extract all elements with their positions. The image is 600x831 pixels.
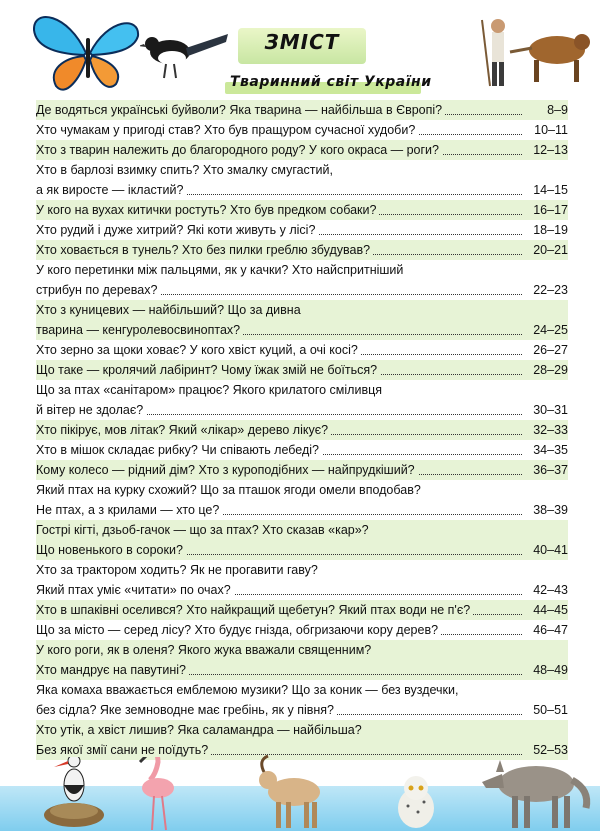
toc-line — [36, 400, 568, 420]
toc-question-text: Де водяться українські буйволи? Яка тварина — найбільша в Європі? — [36, 103, 445, 117]
toc-entry — [36, 380, 568, 420]
toc-question-text: У кого перетинки між пальцями, як у качки? Хто найспритніший — [36, 263, 406, 277]
toc-line — [36, 540, 568, 560]
toc-page-range: 20–21 — [530, 240, 568, 260]
toc-line — [36, 420, 568, 440]
toc-page-range: 24–25 — [530, 320, 568, 340]
snowy-owl-icon — [388, 772, 444, 831]
toc-entry — [36, 160, 568, 200]
toc-page-range: 34–35 — [530, 440, 568, 460]
toc-question-text: Що таке — кролячий лабіринт? Чому їжак змій не боїться? — [36, 363, 380, 377]
toc-line — [36, 500, 568, 520]
toc-question-text: У кого роги, як в оленя? Якого жука вважали священним? — [36, 643, 374, 657]
toc-question-text: Що за птах «санітаром» працює? Якого крилатого сміливця — [36, 383, 385, 397]
butterfly-icon — [28, 8, 148, 98]
toc-entry — [36, 140, 568, 160]
toc-line — [36, 380, 568, 400]
toc-question-text: без сідла? Яке земноводне має гребінь, як у півня? — [36, 703, 337, 717]
toc-page-range: 36–37 — [530, 460, 568, 480]
toc-entry — [36, 220, 568, 240]
toc-entry — [36, 200, 568, 220]
toc-line — [36, 640, 568, 660]
toc-question-text: Хто утік, а хвіст лишив? Яка саламандра — найбільша? — [36, 723, 365, 737]
toc-page-range: 28–29 — [530, 360, 568, 380]
toc-entry — [36, 100, 568, 120]
toc-line — [36, 480, 568, 500]
toc-question-text: Хто з куницевих — найбільший? Що за дивна — [36, 303, 304, 317]
toc-entry — [36, 420, 568, 440]
toc-entry — [36, 580, 568, 600]
toc-question-text: й вітер не здолає? — [36, 403, 146, 417]
magpie-icon — [140, 22, 230, 82]
toc-line — [36, 120, 568, 140]
toc-page-range: 48–49 — [530, 660, 568, 680]
toc-page-range: 18–19 — [530, 220, 568, 240]
toc-page-range: 50–51 — [530, 700, 568, 720]
chumak-oxen-icon — [462, 12, 592, 92]
toc-question-text: Який птах уміє «читати» по очах? — [36, 583, 234, 597]
toc-question-text: Не птах, а з крилами — хто це? — [36, 503, 222, 517]
toc-entry — [36, 340, 568, 360]
toc-entry — [36, 360, 568, 380]
toc-line — [36, 560, 568, 580]
toc-page-range: 40–41 — [530, 540, 568, 560]
toc-question-text: Хто ховається в тунель? Хто без пилки греблю збудував? — [36, 243, 373, 257]
toc-line — [36, 160, 568, 180]
toc-line — [36, 200, 568, 220]
toc-entry — [36, 300, 568, 340]
toc-line — [36, 680, 568, 700]
toc-page-range: 42–43 — [530, 580, 568, 600]
toc-question-text: Хто в шпаківні оселився? Хто найкращий щебетун? Який птах води не п'є? — [36, 603, 473, 617]
toc-page-range: 14–15 — [530, 180, 568, 200]
toc-question-text: Кому колесо — рідний дім? Хто з куроподібних — найпрудкіший? — [36, 463, 418, 477]
goat-icon — [250, 752, 330, 831]
toc-page-range: 32–33 — [530, 420, 568, 440]
toc-question-text: Хто рудий і дуже хитрий? Які коти живуть у лісі? — [36, 223, 318, 237]
toc-question-text: Хто в мішок складає рибку? Чи співають лебеді? — [36, 443, 322, 457]
toc-entry — [36, 520, 568, 560]
toc-line — [36, 340, 568, 360]
toc-line — [36, 240, 568, 260]
toc-line — [36, 280, 568, 300]
toc-question-text: Хто з тварин належить до благородного роду? У кого окраса — роги? — [36, 143, 442, 157]
toc-question-text: стрибун по деревах? — [36, 283, 160, 297]
toc-question-text: Без якої змії сани не поїдуть? — [36, 743, 211, 757]
toc-page-range: 12–13 — [530, 140, 568, 160]
toc-entry — [36, 460, 568, 480]
toc-question-text: Хто чумакам у пригоді став? Хто був пращуром сучасної худоби? — [36, 123, 418, 137]
toc-line — [36, 460, 568, 480]
toc-question-text: Хто пікірує, мов літак? Який «лікар» дерево лікує? — [36, 423, 331, 437]
toc-page-range: 10–11 — [531, 120, 568, 140]
toc-entry — [36, 720, 568, 760]
toc-question-text: Хто зерно за щоки ховає? У кого хвіст куций, а очі косі? — [36, 343, 361, 357]
toc-line — [36, 600, 568, 620]
toc-page-range: 16–17 — [530, 200, 568, 220]
toc-line — [36, 180, 568, 200]
table-of-contents — [36, 100, 568, 760]
toc-entry — [36, 620, 568, 640]
flamingo-icon — [128, 748, 188, 831]
toc-question-text: Хто за трактором ходить? Як не прогавити гаву? — [36, 563, 321, 577]
toc-line — [36, 660, 568, 680]
toc-entry — [36, 600, 568, 620]
toc-page-range: 38–39 — [530, 500, 568, 520]
toc-question-text: Що новенького в сороки? — [36, 543, 186, 557]
toc-entry — [36, 560, 568, 580]
toc-question-text: Гострі кігті, дзьоб-гачок — що за птах? Хто сказав «кар»? — [36, 523, 372, 537]
toc-line — [36, 100, 568, 120]
stork-icon — [40, 745, 110, 831]
toc-question-text: Що за місто — серед лісу? Хто будує гнізда, обгризаючи кору дерев? — [36, 623, 441, 637]
toc-question-text: Який птах на курку схожий? Що за пташок ягоди омели вподобав? — [36, 483, 424, 497]
toc-line — [36, 700, 568, 720]
toc-line — [36, 440, 568, 460]
toc-question-text: тварина — кенгуролевосвиноптах? — [36, 323, 243, 337]
toc-page-range: 44–45 — [530, 600, 568, 620]
toc-line — [36, 320, 568, 340]
section-subtitle: Тваринний світ України — [230, 74, 432, 90]
toc-entry — [36, 440, 568, 460]
toc-line — [36, 300, 568, 320]
toc-question-text: Хто мандрує на павутині? — [36, 663, 189, 677]
toc-page-range: 22–23 — [530, 280, 568, 300]
page-title: ЗМІСТ — [264, 30, 340, 54]
toc-line — [36, 580, 568, 600]
toc-line — [36, 360, 568, 380]
toc-question-text: У кого на вухах китички ростуть? Хто був предком собаки? — [36, 203, 379, 217]
toc-line — [36, 220, 568, 240]
toc-entry — [36, 240, 568, 260]
toc-entry — [36, 260, 568, 300]
toc-line — [36, 520, 568, 540]
toc-page-range: 46–47 — [530, 620, 568, 640]
toc-page-range: 52–53 — [530, 740, 568, 760]
toc-entry — [36, 640, 568, 680]
toc-question-text: Яка комаха вважається емблемою музики? Що за коник — без вуздечки, — [36, 683, 461, 697]
toc-line — [36, 620, 568, 640]
toc-line — [36, 140, 568, 160]
toc-line — [36, 720, 568, 740]
toc-entry — [36, 480, 568, 520]
toc-page-range: 26–27 — [530, 340, 568, 360]
toc-question-text: а як виросте — ікластий? — [36, 183, 186, 197]
toc-page-range: 30–31 — [530, 400, 568, 420]
toc-line — [36, 260, 568, 280]
toc-entry — [36, 120, 568, 140]
toc-page-range: 8–9 — [544, 100, 568, 120]
toc-question-text: Хто в барлозі взимку спить? Хто змалку смугастий, — [36, 163, 336, 177]
toc-entry — [36, 680, 568, 720]
